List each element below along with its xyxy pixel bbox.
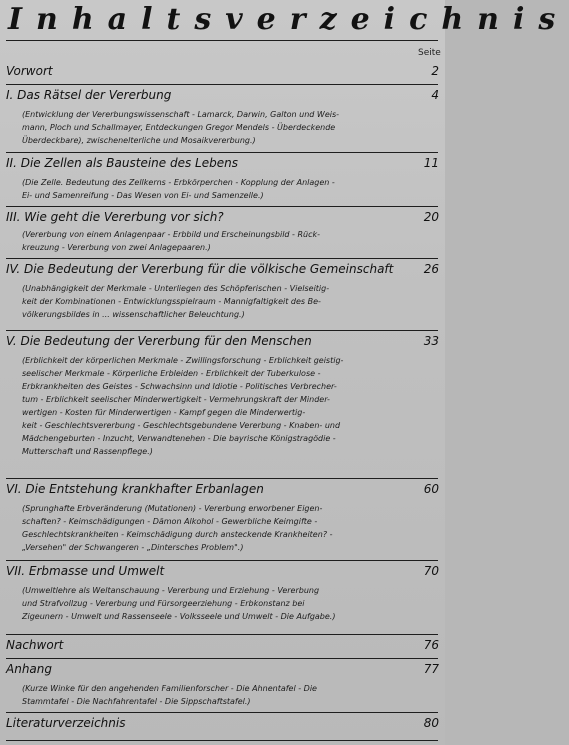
toc-detail-line: (Erblichkeit der körperlichen Merkmale - Zwillingsforschung - Erblichkeit geistig- <box>22 356 344 365</box>
toc-detail-line: keit - Geschlechtsvererbung - Geschlechtsgebundene Vererbung - Knaben- und <box>22 421 341 430</box>
toc-entry-title-anhang: Anhang <box>6 662 52 676</box>
toc-entry-details-anhang <box>22 682 432 708</box>
toc-entry-details-iii-wie-geht-die-vererbung-vor-sich <box>22 228 432 254</box>
toc-detail-line: schaften? - Keimschädigungen - Dämon Alkohol - Gewerbliche Keimgifte - <box>22 517 318 526</box>
entry-divider <box>6 740 438 741</box>
toc-detail-line: seelischer Merkmale - Körperliche Erbleiden - Erblichkeit der Tuberkulose - <box>22 369 321 378</box>
entry-divider <box>6 560 438 561</box>
entry-divider <box>6 258 438 259</box>
entry-divider <box>6 712 438 713</box>
toc-detail-line: (Entwicklung der Vererbungswissenschaft - Lamarck, Darwin, Galton und Weis- <box>22 110 340 119</box>
toc-entry-page-v-die-bedeutung-der-vererbung-fur-den-menschen: 33 <box>423 334 439 348</box>
entry-divider <box>6 658 438 659</box>
heading-divider <box>6 40 438 41</box>
toc-entry-title-literaturverzeichnis: Literaturverzeichnis <box>6 716 126 730</box>
toc-entry-title-vi-die-entstehung-krankhafter-erbanlagen: VI. Die Entstehung krankhafter Erbanlagen <box>6 482 264 496</box>
toc-detail-line: Erbkrankheiten des Geistes - Schwachsinn und Idiotie - Politisches Verbrecher- <box>22 382 337 391</box>
toc-detail-line: und Strafvollzug - Vererbung und Fürsorgeerziehung - Erbkonstanz bei <box>22 599 305 608</box>
toc-entry-page-vii-erbmasse-und-umwelt: 70 <box>423 564 439 578</box>
toc-entry-page-ii-die-zellen-als-bausteine-des-lebens: 11 <box>423 156 439 170</box>
toc-entry-title-ii-die-zellen-als-bausteine-des-lebens: II. Die Zellen als Bausteine des Lebens <box>6 156 238 170</box>
toc-entry-title-iii-wie-geht-die-vererbung-vor-sich: III. Wie geht die Vererbung vor sich? <box>6 210 224 224</box>
toc-detail-line: (Sprunghafte Erbveränderung (Mutationen) - Vererbung erworbener Eigen- <box>22 504 323 513</box>
toc-entry-page-vorwort: 2 <box>431 64 439 78</box>
toc-detail-line: Zigeunern - Umwelt und Rassenseele - Volksseele und Umwelt - Die Aufgabe.) <box>22 612 336 621</box>
toc-detail-line: (Vererbung von einem Anlagenpaar - Erbbild und Erscheinungsbild - Rück- <box>22 230 321 239</box>
toc-entry-page-anhang: 77 <box>423 662 439 676</box>
toc-detail-line: wertigen - Kosten für Minderwertigen - Kampf gegen die Minderwertig- <box>22 408 306 417</box>
toc-detail-line: (Die Zelle. Bedeutung des Zellkerns - Erbkörperchen - Kopplung der Anlagen - <box>22 178 335 187</box>
toc-detail-line: Geschlechtskrankheiten - Keimschädigung durch ansteckende Krankheiten? - <box>22 530 333 539</box>
toc-detail-line: mann, Ploch und Schallmayer, Entdeckungen Gregor Mendels - Überdeckende <box>22 123 336 132</box>
entry-divider <box>6 634 438 635</box>
entry-divider <box>6 478 438 479</box>
entry-divider <box>6 84 438 85</box>
toc-detail-line: Mädchengeburten - Inzucht, Verwandtenehen - Die bayrische Königstragödie - <box>22 434 336 443</box>
toc-entry-title-v-die-bedeutung-der-vererbung-fur-den-menschen: V. Die Bedeutung der Vererbung für den Menschen <box>6 334 312 348</box>
page-title: Inhaltsverzeichnis <box>8 2 569 37</box>
toc-entry-page-literaturverzeichnis: 80 <box>423 716 439 730</box>
toc-detail-line: Mutterschaft und Rassenpflege.) <box>22 447 153 456</box>
toc-detail-line: kreuzung - Vererbung von zwei Anlagepaaren.) <box>22 243 211 252</box>
toc-detail-line: völkerungsbildes in ... wissenschaftlicher Beleuchtung.) <box>22 310 245 319</box>
toc-detail-line: keit der Kombinationen - Entwicklungsspielraum - Mannigfaltigkeit des Be- <box>22 297 321 306</box>
page-column-label: Seite <box>418 48 441 58</box>
toc-entry-title-vii-erbmasse-und-umwelt: VII. Erbmasse und Umwelt <box>6 564 165 578</box>
toc-entry-title-vorwort: Vorwort <box>6 64 53 78</box>
toc-entry-title-iv-die-bedeutung-der-vererbung-fur-die-volkische-gemeinschaft: IV. Die Bedeutung der Vererbung für die völkische Gemeinschaft <box>6 262 394 276</box>
entry-divider <box>6 330 438 331</box>
toc-entry-details-vii-erbmasse-und-umwelt <box>22 584 432 623</box>
toc-detail-line: (Umweltlehre als Weltanschauung - Vererbung und Erziehung - Vererbung <box>22 586 320 595</box>
toc-entry-details-ii-die-zellen-als-bausteine-des-lebens <box>22 176 432 202</box>
toc-entry-page-iii-wie-geht-die-vererbung-vor-sich: 20 <box>423 210 439 224</box>
toc-detail-line: Stammtafel - Die Nachfahrentafel - Die Sippschaftstafel.) <box>22 697 251 706</box>
toc-entry-details-iv-die-bedeutung-der-vererbung-fur-die-volkische-gemeinschaft <box>22 282 432 321</box>
toc-entry-title-i-das-ratsel-der-vererbung: I. Das Rätsel der Vererbung <box>6 88 172 102</box>
toc-detail-line: „Versehen" der Schwangeren - „Dintersches Problem".) <box>22 543 244 552</box>
toc-entry-details-i-das-ratsel-der-vererbung <box>22 108 432 147</box>
toc-entry-page-i-das-ratsel-der-vererbung: 4 <box>431 88 439 102</box>
entry-divider <box>6 206 438 207</box>
toc-entry-page-nachwort: 76 <box>423 638 439 652</box>
toc-detail-line: (Kurze Winke für den angehenden Familienforscher - Die Ahnentafel - Die <box>22 684 317 693</box>
toc-detail-line: Überdeckbare), zwischenelterliche und Mosaikvererbung.) <box>22 136 256 145</box>
toc-detail-line: tum - Erblichkeit seelischer Minderwertigkeit - Vermehrungskraft der Minder- <box>22 395 330 404</box>
toc-entry-title-nachwort: Nachwort <box>6 638 64 652</box>
toc-detail-line: (Unabhängigkeit der Merkmale - Unterliegen des Schöpferischen - Vielseitig- <box>22 284 330 293</box>
entry-divider <box>6 152 438 153</box>
toc-entry-page-vi-die-entstehung-krankhafter-erbanlagen: 60 <box>423 482 439 496</box>
toc-detail-line: Ei- und Samenreifung - Das Wesen von Ei- und Samenzelle.) <box>22 191 264 200</box>
toc-entry-details-vi-die-entstehung-krankhafter-erbanlagen <box>22 502 432 554</box>
toc-entry-page-iv-die-bedeutung-der-vererbung-fur-die-volkische-gemeinschaft: 26 <box>423 262 439 276</box>
toc-entry-details-v-die-bedeutung-der-vererbung-fur-den-menschen <box>22 354 432 458</box>
